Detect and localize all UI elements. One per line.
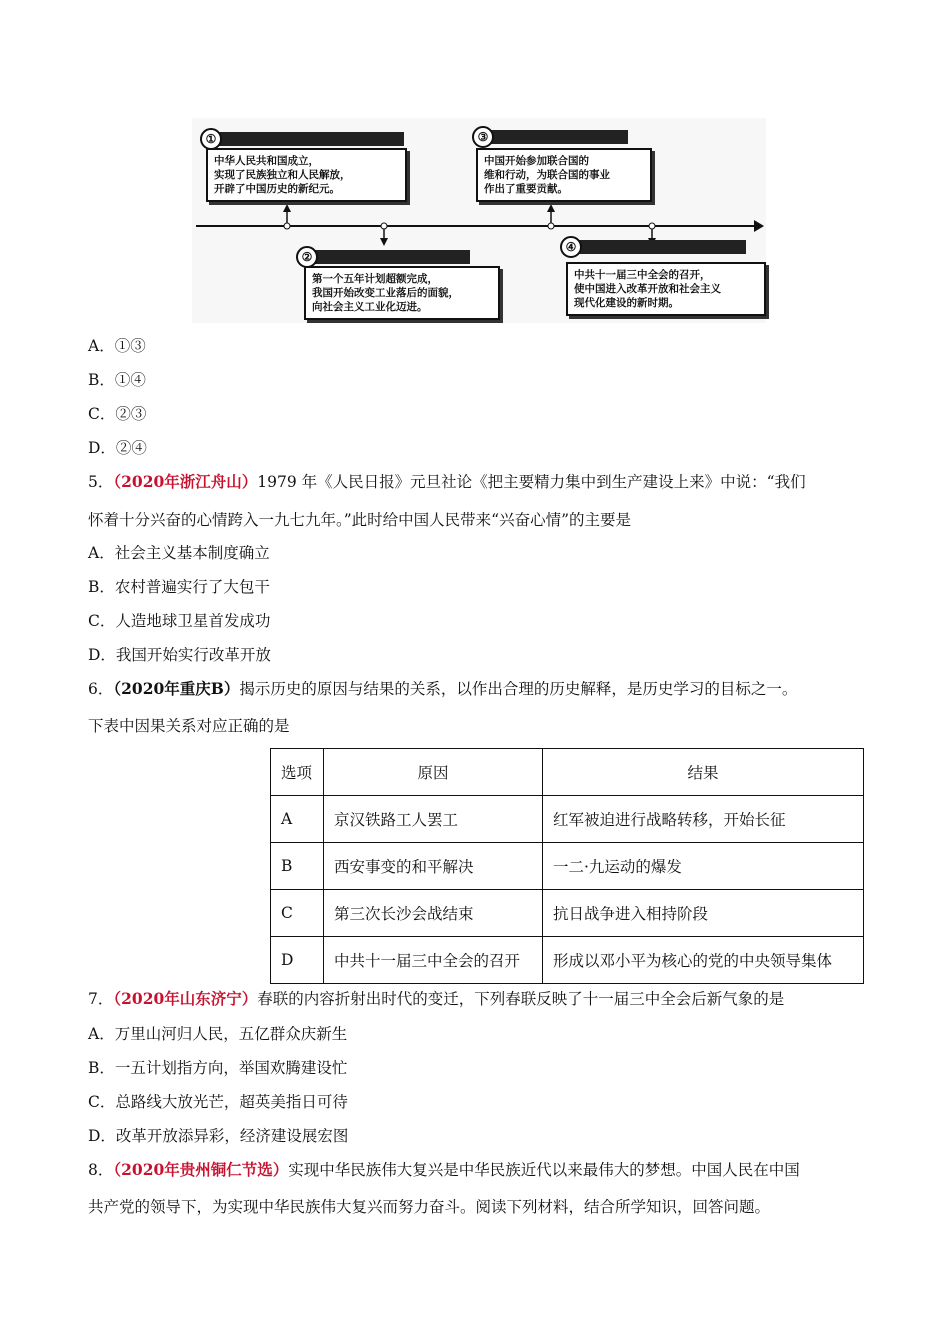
q8-stem-line2: 共产党的领导下，为实现中华民族伟大复兴而努力奋斗。阅读下列材料，结合所学知识，回答问题。 bbox=[88, 1198, 771, 1216]
event-1-header-bar bbox=[214, 132, 404, 146]
row-b-result: 一二·九运动的爆发 bbox=[543, 843, 864, 890]
q7-option-d: D．改革开放添异彩，经济建设展宏图 bbox=[88, 1127, 349, 1145]
q8-text1: 实现中华民族伟大复兴是中华民族近代以来最伟大的梦想。中国人民在中国 bbox=[288, 1161, 800, 1179]
q6-stem-line2: 下表中因果关系对应正确的是 bbox=[88, 717, 290, 735]
event-4-header-bar bbox=[576, 240, 746, 254]
event-4-number: ④ bbox=[560, 236, 582, 258]
q6-text1: 揭示历史的原因与结果的关系，以作出合理的历史解释，是历史学习的目标之一。 bbox=[239, 680, 798, 698]
row-c-result: 抗日战争进入相持阶段 bbox=[543, 890, 864, 937]
q6-stem-line1 bbox=[88, 679, 797, 699]
row-a-option: A bbox=[271, 796, 324, 843]
q6-number: 6． bbox=[88, 680, 114, 698]
q4-option-c: C．②③ bbox=[88, 405, 147, 423]
row-d-cause: 中共十一届三中全会的召开 bbox=[324, 937, 543, 984]
event-2-box: 第一个五年计划超额完成， 我国开始改变工业落后的面貌， 向社会主义工业化迈进。 bbox=[304, 266, 500, 320]
q7-text1: 春联的内容折射出时代的变迁，下列春联反映了十一届三中全会后新气象的是 bbox=[257, 990, 785, 1008]
q4-option-b: B．①④ bbox=[88, 371, 146, 389]
table-row bbox=[271, 890, 864, 937]
row-b-cause: 西安事变的和平解决 bbox=[324, 843, 543, 890]
event-2-header-bar bbox=[310, 250, 470, 264]
event-4-box: 中共十一届三中全会的召开， 使中国进入改革开放和社会主义 现代化建设的新时期。 bbox=[566, 262, 766, 316]
header-result: 结果 bbox=[543, 749, 864, 796]
header-cause: 原因 bbox=[324, 749, 543, 796]
table-row bbox=[271, 937, 864, 984]
q5-stem-line2: 怀着十分兴奋的心情跨入一九七九年。”此时给中国人民带来“兴奋心情”的主要是 bbox=[88, 511, 632, 529]
q8-stem-line1 bbox=[88, 1160, 800, 1180]
q5-text1: 1979 年《人民日报》元旦社论《把主要精力集中到生产建设上来》中说：“我们 bbox=[257, 473, 806, 491]
q7-source: （2020年山东济宁） bbox=[113, 989, 258, 1008]
cause-effect-table bbox=[270, 748, 864, 984]
row-c-cause: 第三次长沙会战结束 bbox=[324, 890, 543, 937]
q5-source: （2020年浙江舟山） bbox=[113, 472, 258, 491]
q5-stem-line1 bbox=[88, 472, 806, 492]
q7-option-a: A．万里山河归人民，五亿群众庆新生 bbox=[88, 1025, 348, 1043]
table-header-row bbox=[271, 749, 864, 796]
q5-option-c: C．人造地球卫星首发成功 bbox=[88, 612, 271, 630]
row-b-option: B bbox=[271, 843, 324, 890]
row-c-option: C bbox=[271, 890, 324, 937]
q7-number: 7． bbox=[88, 990, 114, 1008]
q8-number: 8． bbox=[88, 1161, 114, 1179]
event-3-number: ③ bbox=[472, 126, 494, 148]
event-1-number: ① bbox=[200, 128, 222, 150]
q5-option-d: D．我国开始实行改革开放 bbox=[88, 646, 271, 664]
timeline-figure bbox=[192, 118, 766, 323]
q6-source: （2020年重庆B） bbox=[113, 679, 240, 698]
event-3-box: 中国开始参加联合国的 维和行动，为联合国的事业 作出了重要贡献。 bbox=[476, 148, 652, 202]
q5-option-a: A．社会主义基本制度确立 bbox=[88, 544, 270, 562]
q7-stem-line1 bbox=[88, 989, 784, 1009]
q7-option-c: C．总路线大放光芒，超英美指日可待 bbox=[88, 1093, 348, 1111]
q5-number: 5． bbox=[88, 473, 114, 491]
event-3-header-bar bbox=[488, 130, 628, 144]
table-row bbox=[271, 796, 864, 843]
row-d-result: 形成以邓小平为核心的党的中央领导集体 bbox=[543, 937, 864, 984]
table-row bbox=[271, 843, 864, 890]
q4-option-d: D．②④ bbox=[88, 439, 147, 457]
q5-option-b: B．农村普遍实行了大包干 bbox=[88, 578, 270, 596]
row-d-option: D bbox=[271, 937, 324, 984]
q8-source: （2020年贵州铜仁节选） bbox=[113, 1160, 289, 1179]
event-2-number: ② bbox=[296, 246, 318, 268]
q4-option-a: A．①③ bbox=[88, 337, 146, 355]
row-a-cause: 京汉铁路工人罢工 bbox=[324, 796, 543, 843]
header-option: 选项 bbox=[271, 749, 324, 796]
q7-option-b: B．一五计划指方向，举国欢腾建设忙 bbox=[88, 1059, 348, 1077]
row-a-result: 红军被迫进行战略转移，开始长征 bbox=[543, 796, 864, 843]
event-1-box: 中华人民共和国成立， 实现了民族独立和人民解放， 开辟了中国历史的新纪元。 bbox=[206, 148, 407, 202]
